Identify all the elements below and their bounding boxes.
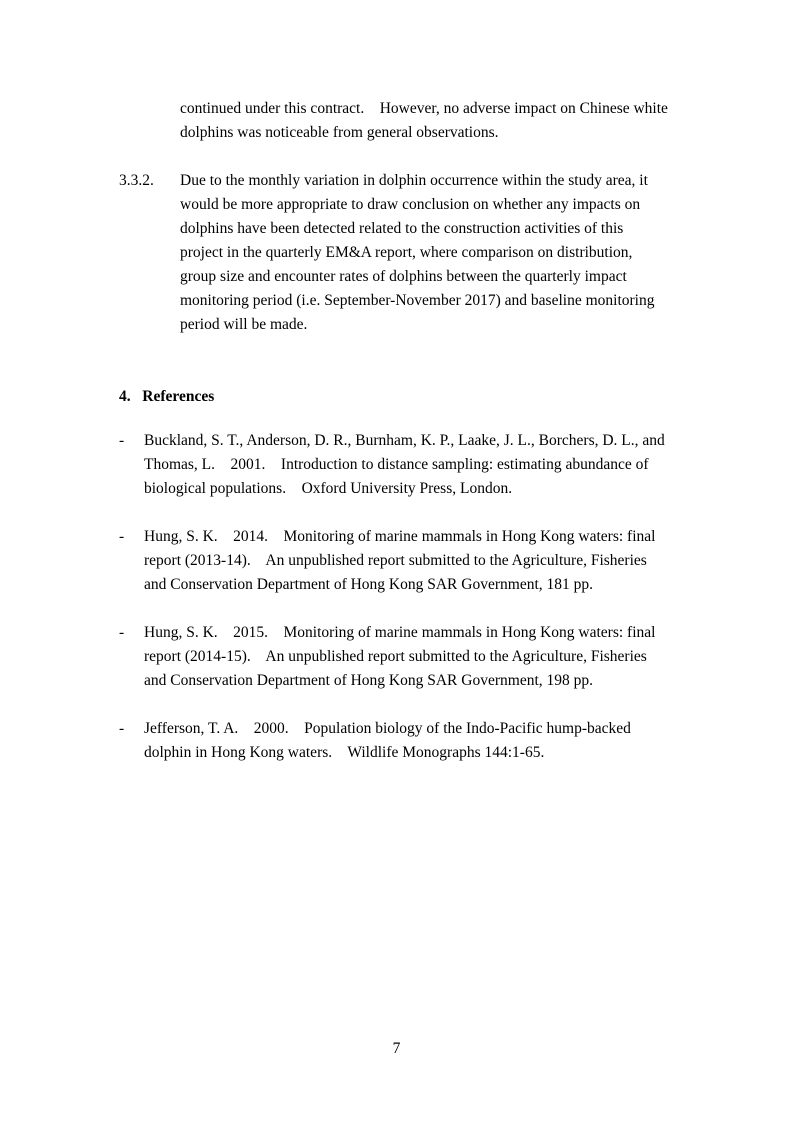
text-line: report (2014-15). An unpublished report submitted to the Agriculture, Fisheries [144, 648, 647, 665]
text-line: report (2013-14). An unpublished report submitted to the Agriculture, Fisheries [144, 552, 647, 569]
reference-item [144, 525, 655, 597]
text-line: and Conservation Department of Hong Kong SAR Government, 198 pp. [144, 672, 594, 689]
text-line: Hung, S. K. 2015. Monitoring of marine mammals in Hong Kong waters: final [144, 624, 656, 641]
reference-bullet: - [119, 624, 125, 641]
reference-bullet: - [119, 528, 125, 545]
text-line: continued under this contract. However, no adverse impact on Chinese white [180, 100, 668, 117]
text-line: monitoring period (i.e. September-November 2017) and baseline monitoring [180, 292, 655, 309]
text-line: Jefferson, T. A. 2000. Population biology of the Indo-Pacific hump-backed [144, 720, 631, 737]
section-3-3-2-paragraph [180, 169, 654, 337]
references-heading: 4. References [119, 388, 215, 405]
reference-bullet: - [119, 720, 125, 737]
text-line: group size and encounter rates of dolphins between the quarterly impact [180, 268, 627, 285]
text-line: dolphin in Hong Kong waters. Wildlife Monographs 144:1-65. [144, 744, 545, 761]
continuation-paragraph [180, 97, 668, 145]
page-number: 7 [392, 1040, 401, 1057]
text-line: biological populations. Oxford University Press, London. [144, 480, 513, 497]
section-number: 3.3.2. [119, 172, 154, 189]
text-line: Due to the monthly variation in dolphin occurrence within the study area, it [180, 172, 648, 189]
text-line: period will be made. [180, 316, 308, 333]
reference-item [144, 429, 665, 501]
reference-item [144, 621, 655, 693]
text-line: project in the quarterly EM&A report, where comparison on distribution, [180, 244, 633, 261]
text-line: would be more appropriate to draw conclusion on whether any impacts on [180, 196, 641, 213]
text-line: and Conservation Department of Hong Kong SAR Government, 181 pp. [144, 576, 594, 593]
text-line: Hung, S. K. 2014. Monitoring of marine mammals in Hong Kong waters: final [144, 528, 656, 545]
text-line: dolphins was noticeable from general observations. [180, 124, 499, 141]
text-line: dolphins have been detected related to the construction activities of this [180, 220, 624, 237]
reference-bullet: - [119, 432, 125, 449]
reference-item [144, 717, 631, 765]
text-line: Buckland, S. T., Anderson, D. R., Burnham, K. P., Laake, J. L., Borchers, D. L., and [144, 432, 665, 449]
text-line: Thomas, L. 2001. Introduction to distance sampling: estimating abundance of [144, 456, 649, 473]
